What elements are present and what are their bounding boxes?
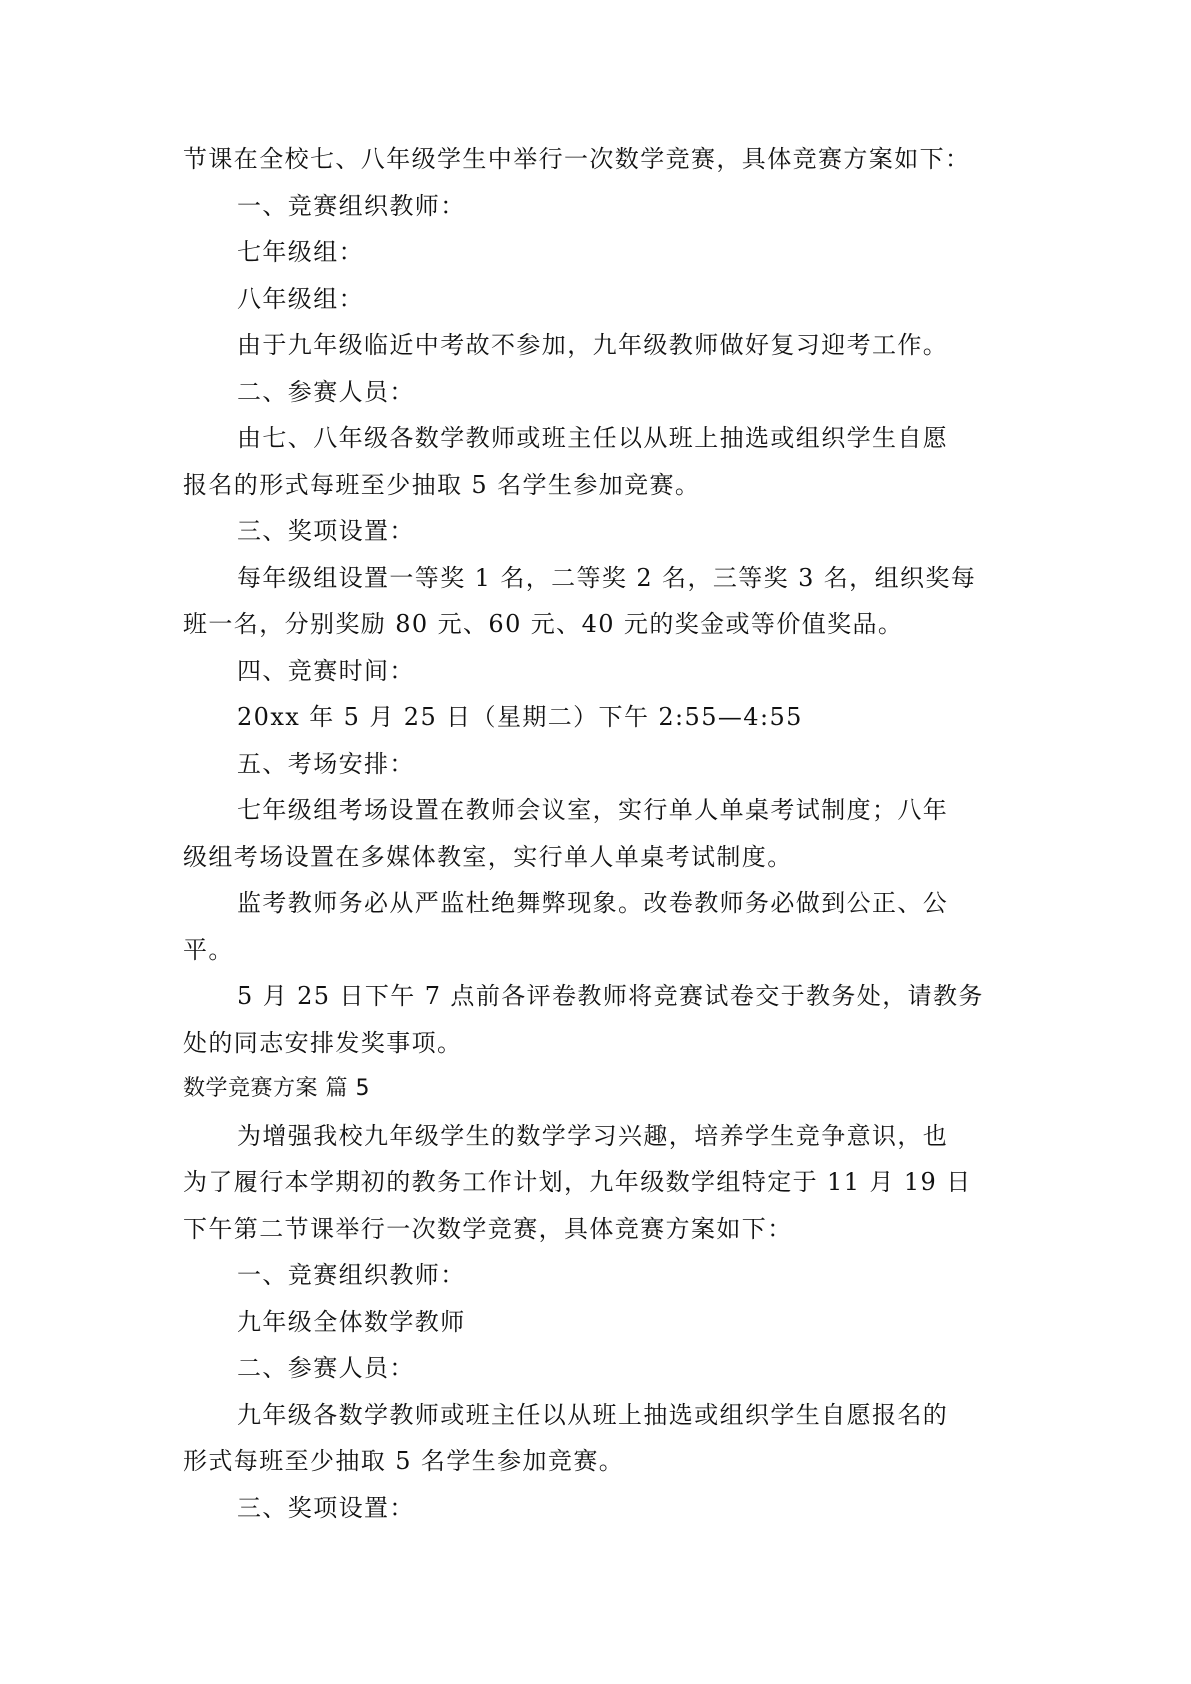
text-line: 5 月 25 日下午 7 点前各评卷教师将竞赛试卷交于教务处，请教务 <box>237 982 984 1010</box>
text-line: 七年级组考场设置在教师会议室，实行单人单桌考试制度；八年 <box>237 796 949 824</box>
section-heading: 五、考场安排： <box>237 749 415 778</box>
text-line: 20xx 年 5 月 25 日（星期二）下午 2:55—4:55 <box>237 703 803 731</box>
section-heading: 二、参赛人员： <box>237 1354 415 1382</box>
text-line: 七年级组： <box>237 238 364 266</box>
document-page <box>183 136 1013 1531</box>
section-heading: 二、参赛人员： <box>237 377 415 406</box>
text-line: 由七、八年级各数学教师或班主任以从班上抽选或组织学生自愿 <box>237 424 949 452</box>
text-line: 节课在全校七、八年级学生中举行一次数学竞赛，具体竞赛方案如下： <box>183 145 971 173</box>
section-heading: 四、竞赛时间： <box>237 656 415 685</box>
text-line: 为增强我校九年级学生的数学学习兴趣，培养学生竞争意识，也 <box>237 1121 949 1150</box>
section-heading: 一、竞赛组织教师： <box>237 191 466 220</box>
text-line: 平。 <box>183 935 234 964</box>
text-line: 报名的形式每班至少抽取 5 名学生参加竞赛。 <box>183 470 701 499</box>
text-line: 形式每班至少抽取 5 名学生参加竞赛。 <box>183 1447 625 1475</box>
text-line: 由于九年级临近中考故不参加，九年级教师做好复习迎考工作。 <box>237 331 949 359</box>
text-line: 班一名，分别奖励 80 元、60 元、40 元的奖金或等价值奖品。 <box>183 610 904 638</box>
document-title: 数学竞赛方案 篇 5 <box>183 1076 370 1101</box>
section-heading: 三、奖项设置： <box>237 1493 415 1522</box>
text-line: 九年级全体数学教师 <box>237 1307 466 1336</box>
text-line: 下午第二节课举行一次数学竞赛，具体竞赛方案如下： <box>183 1214 793 1243</box>
text-line: 级组考场设置在多媒体教室，实行单人单桌考试制度。 <box>183 842 793 871</box>
section-heading: 一、竞赛组织教师： <box>237 1261 466 1289</box>
text-line: 九年级各数学教师或班主任以从班上抽选或组织学生自愿报名的 <box>237 1400 949 1429</box>
section-heading: 三、奖项设置： <box>237 517 415 545</box>
text-line: 为了履行本学期初的教务工作计划，九年级数学组特定于 11 月 19 日 <box>183 1168 972 1196</box>
text-line: 监考教师务必从严监杜绝舞弊现象。改卷教师务必做到公正、公 <box>237 889 949 917</box>
text-line: 处的同志安排发奖事项。 <box>183 1028 463 1057</box>
text-line: 每年级组设置一等奖 1 名，二等奖 2 名，三等奖 3 名，组织奖每 <box>237 563 977 592</box>
text-line: 八年级组： <box>237 284 364 313</box>
